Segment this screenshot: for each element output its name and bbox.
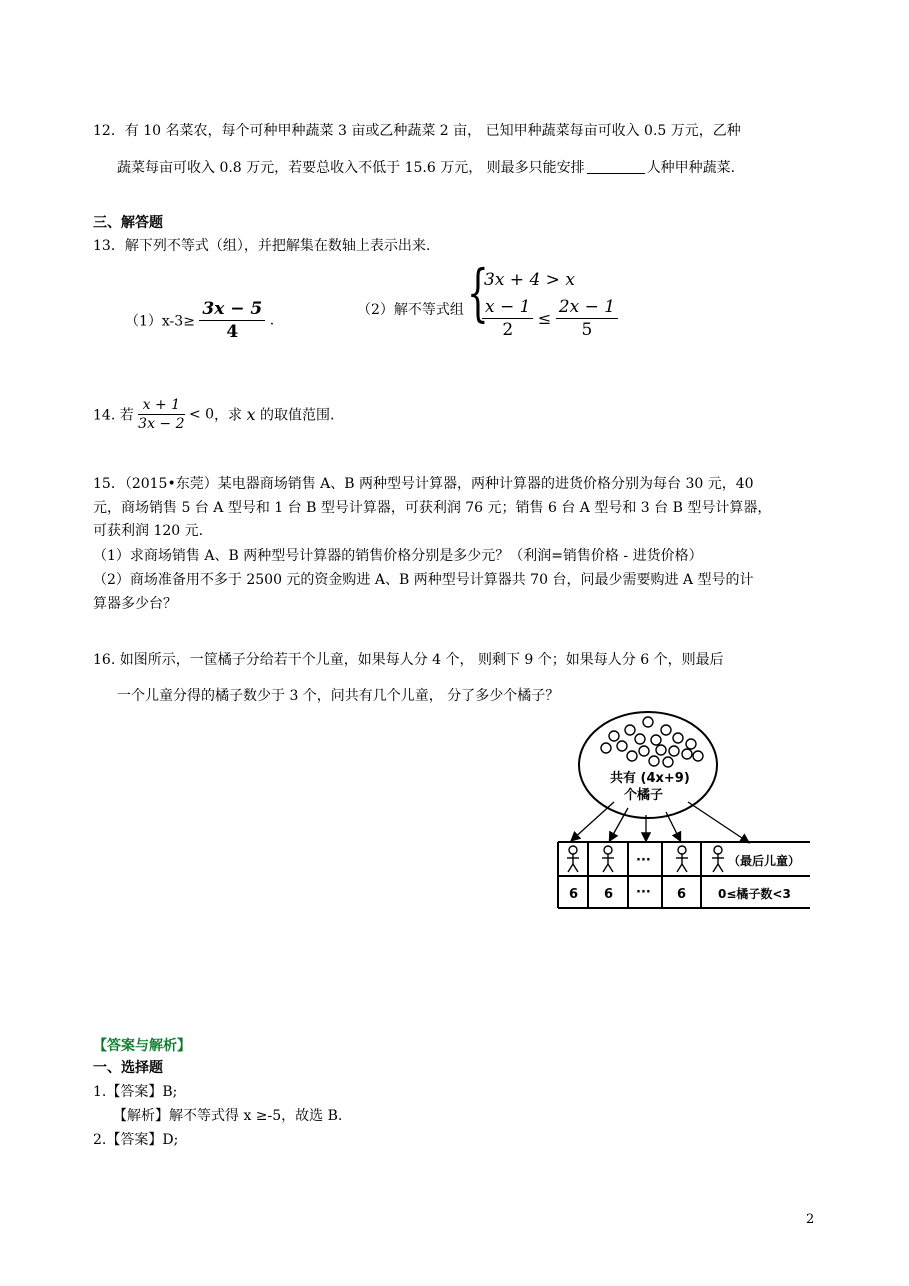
fraction-numerator: x + 1 xyxy=(138,396,184,415)
system-relation: ≤ xyxy=(537,309,552,328)
q14-relation: < 0 xyxy=(188,406,215,423)
q12-line2 xyxy=(117,158,735,178)
fraction-denominator: 4 xyxy=(226,322,239,342)
q12-line2-post: 人种甲种蔬菜. xyxy=(646,160,736,176)
q13-part1-fraction xyxy=(199,298,265,343)
q14-fraction xyxy=(138,396,184,433)
answers-section1: 一、选择题 xyxy=(93,1060,163,1076)
q13-system-line1: 3x + 4 > x xyxy=(484,270,575,290)
q15-part2-line2: 算器多少台？ xyxy=(93,596,177,612)
system-fraction-2 xyxy=(556,296,618,341)
table-cell: 6 xyxy=(677,887,687,902)
answer-blank[interactable] xyxy=(587,159,645,174)
q13-system-line2 xyxy=(482,296,618,341)
system-fraction-1 xyxy=(482,296,533,341)
child-icon xyxy=(602,846,614,872)
table-dots-top: ··· xyxy=(636,853,651,868)
fraction-denominator: 2 xyxy=(502,320,514,340)
table-cell: 6 xyxy=(604,887,614,902)
q15-line3: 可获利润 120 元. xyxy=(93,523,204,539)
q15-part1: （1）求商场销售 A、B 两种型号计算器的销售价格分别是多少元？（利润=销售价格 - 进货价格） xyxy=(93,548,703,564)
answer-1: 1.【答案】B; xyxy=(93,1084,178,1100)
answers-heading: 【答案与解析】 xyxy=(93,1038,191,1054)
table-cell: ··· xyxy=(636,885,651,900)
q13-part1-post: . xyxy=(269,312,275,329)
q13-part2-label: （2）解不等式组 xyxy=(357,302,464,318)
section-heading-3: 三、解答题 xyxy=(93,215,163,231)
q14-variable: x xyxy=(246,405,256,424)
answer-2: 2.【答案】D; xyxy=(93,1132,179,1148)
q16-line1: 16. 如图所示，一筐橘子分给若干个儿童，如果每人分 4 个， 则剩下 9 个；如果每人分 6 个，则最后 xyxy=(93,652,724,668)
fraction-numerator: x − 1 xyxy=(482,296,533,319)
child-icon xyxy=(712,846,724,872)
last-child-label: （最后儿童） xyxy=(728,854,801,868)
fraction-numerator: 2x − 1 xyxy=(556,296,618,319)
q13-stem: 13．解下列不等式（组），并把解集在数轴上表示出来. xyxy=(93,238,431,254)
q15-line2: 元，商场销售 5 台 A 型号和 1 台 B 型号计算器，可获利润 76 元；销售 6 台 A 型号和 3 台 B 型号计算器， xyxy=(93,500,772,516)
page-number: 2 xyxy=(806,1212,815,1227)
circle-label-1: 共有 (4x+9) xyxy=(610,771,690,786)
q16-line2: 一个儿童分得的橘子数少于 3 个，问共有几个儿童， 分了多少个橘子？ xyxy=(117,688,560,704)
fraction-denominator: 5 xyxy=(581,320,593,340)
child-icon xyxy=(567,846,579,872)
q14 xyxy=(93,396,334,433)
q15-part2-line1: （2）商场准备用不多于 2500 元的资金购进 A、B 两种型号计算器共 70 台，问最少需要购进 A 型号的计 xyxy=(93,572,754,588)
q12-line1: 12．有 10 名菜农，每个可种甲种蔬菜 3 亩或乙种蔬菜 2 亩， 已知甲种蔬菜每亩可收入 0.5 万元，乙种 xyxy=(93,123,741,139)
q14-pre: 14. 若 xyxy=(93,407,134,424)
table-cell: 0≤橘子数<3 xyxy=(718,887,791,901)
q15-line1: 15．（2015•东莞）某电器商场销售 A、B 两种型号计算器，两种计算器的进货价格分别为每台 30 元，40 xyxy=(93,476,754,492)
orange-distribution-figure xyxy=(548,710,818,915)
circle-label-2: 个橘子 xyxy=(624,788,664,803)
q13-part1-pre: （1）x-3≥ xyxy=(125,313,195,330)
child-icon xyxy=(676,846,688,872)
fraction-denominator: 3x − 2 xyxy=(138,416,185,432)
q13-part1 xyxy=(125,298,274,343)
system-brace: { xyxy=(467,256,489,329)
q14-mid: ，求 xyxy=(214,407,243,424)
q12-line2-pre: 蔬菜每亩可收入 0.8 万元，若要总收入不低于 15.6 万元， 则最多只能安排 xyxy=(117,160,585,176)
q14-post: 的取值范围. xyxy=(260,407,335,424)
answer-1-analysis: 【解析】解不等式得 x ≥-5，故选 B. xyxy=(113,1108,343,1124)
table-cell: 6 xyxy=(569,887,579,902)
fraction-numerator: 3x − 5 xyxy=(199,298,265,321)
